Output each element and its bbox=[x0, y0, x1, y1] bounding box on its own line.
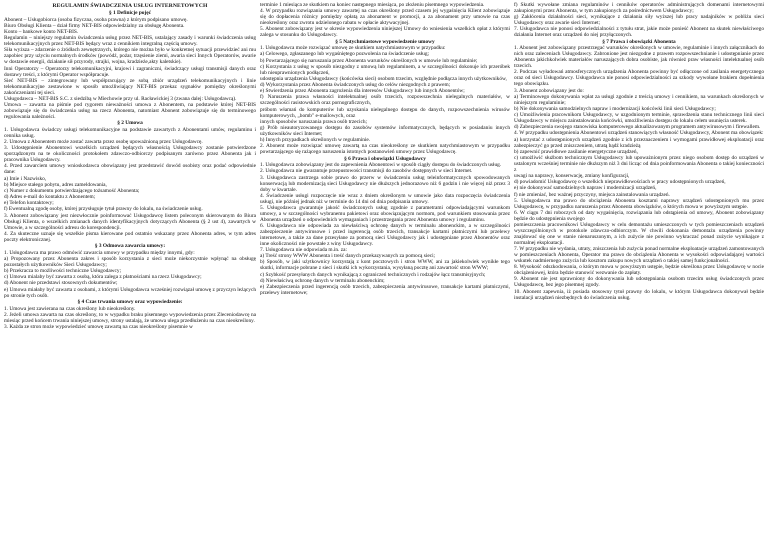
paragraph: c) Umożliwienia pracownikom Usługodawcy, w uzgodnionym terminie, sprawdzenia stanu technicznego linii sieci Usługodawcy w miejscu zainstalowania końcówki, umożliwienia dostępu do lokalu celem usunięcia usterek. bbox=[514, 112, 764, 125]
paragraph: 1. Usługodawca ma prawo odmówić zawarcia umowy w przypadku między innymi, gdy: bbox=[4, 249, 195, 256]
paragraph: 4. W przypadku udostępnienia Abonentowi urządzeń stanowiących własność Usługodawcy, Abonent ma obowiązek: bbox=[514, 130, 764, 137]
paragraph: a) Terminowego dokonywania wpłat za usługi zgodnie z treścią umowy i cennikiem, na warunkach określonych w niniejszym regulaminie; bbox=[514, 93, 764, 106]
paragraph: g) Prób nieautoryzowanego dostępu do zasobów systemów informatycznych, będących w posiadaniu innych użytkowników sieci Internet; bbox=[260, 124, 510, 137]
paragraph: 6. W ciągu 7 dni roboczych od daty wygaśnięcia, rozwiązania lub odstąpienia od umowy, Abonent zobowiązany będzie do udostępnienia swojego bbox=[514, 209, 764, 222]
section-heading: § 7 Prawa i obowiązki Abonenta bbox=[602, 38, 676, 45]
paragraph: b) Przekracza to możliwości techniczne Usługodawcy; bbox=[4, 268, 122, 275]
paragraph: Regulamin – niniejszy regulamin świadczenia usług przez NET-BIS, ustalający zasady i warunki świadczenia usług telekomunikacyjnych przez NET-BIS będący wraz z cennikiem integralną częścią umowy. bbox=[4, 35, 256, 48]
text-column-3 bbox=[514, 2, 764, 542]
section-heading: § 5 Natychmiastowe wypowiedzenie umowy bbox=[335, 38, 435, 45]
paragraph: 2. Umowa z Abonentem może zostać zawarta przez osobę upoważnioną przez Usługodawcę. bbox=[4, 139, 203, 146]
paragraph: d) Niewłaściwą ochronę danych w terminalu abonenckim; bbox=[260, 277, 385, 284]
paragraph: 2. Podczas wyładowań atmosferycznych urządzenia Abonenta powinny być odłączone od zasilania energetycznego oraz od sieci Usługodawcy. Usługodawca nie ponosi odpowiedzialności za szkody wywołane brakiem dopełnienia tego obowiązku. bbox=[514, 69, 764, 88]
paragraph: b) Powtarzającego się naruszania przez Abonenta warunków określonych w umowie lub regulaminie; bbox=[260, 57, 478, 64]
paragraph: 4. Świadczenie usługi rozpoczęcie nie wraz z dniem określonym w umowie jako data rozpoczęcia świadczenia usługi, nie później jednak niż w terminie do 14 dni od dnia podpisania umowy. bbox=[260, 192, 510, 205]
paragraph: e) Zabezpieczenia przed ingerencją osób trzecich, zabezpieczenia antywirusowe, transakcje kartami płatniczymi, przelewy internetowe; bbox=[260, 283, 510, 296]
paragraph: 3. Każda ze stron może wypowiedzieć umowę zawartą na czas nieokreślony pisemnie w bbox=[4, 323, 193, 330]
paragraph: Umowa – zawarta na piśmie pod rygorem nieważności umowa z Abonentem, na podstawie której NET-BIS zobowiązuje się do świadczenia usług na rzecz Abonenta, natomiast Abonent zobowiązuje się do terminowego regulowania należności. bbox=[4, 102, 256, 120]
paragraph: Inni Operatorzy – Operatorzy telekomunikacyjni, krajowi i zagraniczni, świadczący usługi transmisji danych oraz dostawy treści, z którymi Operator współpracuje. bbox=[4, 65, 256, 78]
paragraph: c) Szybkość przesyłanych danych wynikającą z ograniczeń technicznych i rodzajów łącz transmisyjnych; bbox=[260, 271, 486, 278]
paragraph: 9. Abonent nie jest uprawniony do dokonywania lub udostępniania osobom trzecim usług świadczonych przez Usługodawcę, bez jego pisemnej zgody. bbox=[514, 276, 764, 289]
paragraph: b) Miejsce stałego pobytu, adres zameldowania, bbox=[4, 181, 107, 188]
paragraph: f) nie zmieniać, bez ważnej przyczyny, miejsca zainstalowania urządzeń. bbox=[514, 191, 670, 198]
paragraph: e) Umowa miałaby być zawarta z osobami, z którymi Usługodawca wcześniej rozwiązał umowę z przyczyn leżących po stronie tych osób. bbox=[4, 286, 256, 299]
paragraph: Abonent – Usługobiorca (osoba fizyczna, osoba prawna) z którym podpisano umowę. bbox=[4, 16, 188, 23]
paragraph: 3. Udostępnienie Abonentowi wszelkich urządzeń będących własnością Usługodawcy zostanie potwierdzone sporządzonym na te okoliczności protokołem zdawczo-odbiorczy podpisanym zarówno przez Abonenta jak i pracownika Usługodawcy. bbox=[4, 145, 256, 164]
paragraph: udostępnia urządzenia Usługodawcy (końcówka sieci) osobom trzecim, względnie podłącza innych użytkowników, bbox=[260, 75, 507, 82]
paragraph: 4. Za skuteczne uznaje się wszelkie pisma kierowane pod ostatnio wskazany przez Abonenta adres, w tym adres poczty elektronicznej. bbox=[4, 230, 256, 243]
paragraph: 2. Jeżeli umowa zawarta na czas określony, to w wypadku braku pisemnego wypowiedzenia przez Zleceniodawcę na miesiąc przed końcem trwania niniejszej umowy, strony ustalają, że umowa ulega przedłużeniu na czas nieokreślony. bbox=[4, 311, 256, 324]
section-heading: § 3 Odmowa zawarcia umowy: bbox=[94, 243, 166, 250]
paragraph: 1. Usługodawca może rozwiązać umowę ze skutkiem natychmiastowym w przypadku: bbox=[260, 45, 446, 52]
paragraph: 1. Umowa jest zawierana na czas określony lub nieokreślony. bbox=[4, 305, 136, 312]
paragraph: Siła wyższa – zdarzenie o źródłach zewnętrznych, którego nie można było w konkretnej sytuacji przewidzieć ani mu zapobiec przy użyciu normalnych środków (powódź, pożar, trzęsienie ziemi, awaria sieci Innych Operatorów, awarie w dostawie energii, działanie sił przyrody, strajki, wojna, kradzieże,akty kaletskie). bbox=[4, 47, 256, 66]
paragraph: 10. Abonent zapewnia, iż posiada stosowny tytuł prawny do lokalu, w którym Usługodawca dokonywał będzie instalacji urządzeń niezbędnych do świadczenia usług. bbox=[514, 288, 764, 301]
paragraph: 8. Wysokość odszkodowania, o którym mowa w powyższym ustępie, będzie określona przez Usługodawcę w nocie obciążeniowej, która będzie stanowić wezwanie do zapłaty. bbox=[514, 264, 764, 277]
paragraph: 7. Usługodawca nie ponosi odpowiedzialności z tytułu strat, jakie może ponieść Abonent na skutek niewłaściwego działania Internet oraz urządzeń do niej przyłączonych. bbox=[514, 26, 764, 39]
paragraph: 4. Przed zawarciem umowy wnioskodawca obowiązany jest przedstawić dowód osobisty oraz podać odpowiednie dane: bbox=[4, 163, 256, 176]
section-heading: § 2 Umowa bbox=[117, 120, 143, 127]
paragraph: b) Nie dokonywania samodzielnych napraw i modernizacji końcówki linii sieci Usługodawcy; bbox=[514, 105, 716, 112]
paragraph: d) Zabezpieczenia swojego stanowiska komputerowego aktualizowanym programem antywirusowym i firewallem. bbox=[514, 124, 761, 131]
paragraph: 5. Usługodawca gwarantuje jakość świadczonych usług zgodnie z parametrami odpowiadającymi warunkom umowy, a w szczególności wybranemu pakietowi oraz obowiązującym normom, pod warunkiem stosowania przez Abonenta urządzeń o odpowiednich wymaganiach i przestrzegania przez Abonenta umowy i regulaminu. bbox=[260, 204, 510, 223]
paragraph: e) Telefon kontaktowy; bbox=[4, 200, 54, 207]
section-heading: § 1 Definicje pojęć bbox=[109, 10, 151, 17]
paragraph: terminie 1 miesiąca ze skutkiem na koniec następnego miesiąca, po złożeniu pisemnego wypowiedzenia. bbox=[260, 2, 485, 8]
text-column-2 bbox=[260, 2, 510, 542]
paragraph: c) Umowa mialaby być zawarta z osobą, która zalega z płatnościami na rzecz Usługodawcy; bbox=[4, 274, 202, 281]
paragraph: 6. Usługodawca nie odpowiada za niewłaściwą ochronę danych w terminalu abonenckim, a w szczególności zabezpieczenie antywirusowe i przed ingerencją osób trzecich, transakcje kartami płatniczymi lub przelewy internetowe, a także za dane przesyłane za pomocą sieci Usługodawcy jak i udostępniane przez Abonentów oraz inne okoliczności nie powstałe z winy Usługodawcy. bbox=[260, 223, 510, 247]
paragraph: d) Wykorzystania przez Abonenta świadczonych usług do celów niezgodnych z prawem; bbox=[260, 82, 451, 89]
paragraph: 1. Usługodawca zobowiązany jest do zapewnienia Abonentowi w sposób ciągły dostępu do świadczonych usług. bbox=[260, 162, 502, 169]
paragraph: Usługodawca – NET-BIS S.C. z siedzibą w Miechowie przy ul. Racławickiej 3 (zwana dalej: Usługodawcą). bbox=[4, 95, 237, 102]
paragraph: uwagi na naprawy, konserwację, zmiany konfiguracji, bbox=[514, 173, 630, 179]
paragraph: 5. Abonent zobowiązany jest w okresie wypowiedzenia niniejszej Umowy do wniesienia wszelkich opłat z którymi zalega w stosunku do Usługodawcy. bbox=[260, 26, 510, 39]
paragraph: 7. W przypadku nie wydania, utraty, zniszczenia lub zużycia ponad normalne eksploatacje urządzeń zamontowanych w pomieszczeniach Abonenta, Operator ma prawo do obciążenia Abonenta w wysokości odpowiadającej wartości wskutek nadmiernego zużycia lub kosztom zakupu nowych urządzeń o takiej samej funkcjonalności. bbox=[514, 246, 764, 265]
paragraph: 5. Usługodawca ma prawo do obciążenia Abonenta kosztami naprawy urządzeń udostępnionych mu przez Usługodawcę, w przypadku naruszenia przez Abonenta obowiązków, o których mowa w powyższym ustępie. bbox=[514, 197, 764, 210]
paragraph: f) Naruszenia prawa własności intelektualnej osób trzecich, rozpowszechnia nielegalnych materiałów, w szczególności rasistowskich oraz pornograficznych, bbox=[260, 94, 510, 107]
paragraph: pomieszczenia pracownikowi Usługodawcy w celu demontażu umieszczonych w tych pomieszczeniach urządzeń wyszczególnionych w protokole zdawczo-odbiorczym. W chwili dokonania demontażu urządzenia powinny znajdować się one w stanie nienaruszonym, a ich zużycie nie powinno wykraczać ponad zużycie wynikające z normalnej eksploatacji. bbox=[514, 222, 764, 246]
paragraph: f) Ewentualną zgodę osoby, której przysługuje tytuł prawny do lokalu, na świadczenie usług. bbox=[4, 206, 203, 213]
paragraph: e) nie dokonywać samodzielnych napraw i modernizacji urządzeń, bbox=[514, 185, 657, 192]
paragraph: f) Skutki wywołane zmiana regulaminów i cenników operatorów administrujących domenami internetowymi zakupionymi przez Abonenta, w tym zakupionych za pośrednictwem Usługodawcy; bbox=[514, 2, 764, 14]
paragraph: Biuro Obsługi Klienta – dział firmy NET-BIS odpowiedzialny za obsługę Abonenta. bbox=[4, 22, 185, 29]
paragraph: 1. Abonent jest zobowiązany przestrzegać warunków określonych w umowie, regulaminie i innych załącznikach do nich oraz zaleceniach Usługodawcy. Zabronione jest niezgodne z prawem rozpowszechnianie i udostępnianie przez Abonenta jakichkolwiek materiałów naruszających dobra osobiste, jak również praw własności intelektualnej osób trzecich. bbox=[514, 45, 764, 70]
paragraph: 3. Abonent zobowiązany jest do: bbox=[514, 87, 584, 94]
document-title: REGULAMIN ŚWIADCZENIA USŁUG INTERNETOWYCH bbox=[52, 3, 208, 9]
paragraph: g) Zakłócenia działalności sieci, wynikające z działania siły wyższej lub pracy nadajników w pobliżu sieci Usługodawcy oraz awarie sieci Internet; bbox=[514, 14, 764, 27]
section-heading: § 4 Czas trwania umowy oraz wypowiedzenie: bbox=[77, 299, 183, 306]
paragraph: a) Imie i Nazwisko, bbox=[4, 175, 47, 182]
paragraph: 4. W przypadku rozwiązania umowy zawartej na czas określony przed czasem jej wygaśnięcia Klient zobowiązuje się do dopłacenia różnicy pomiędzy opłatą za abonament w promocji, a za abonament przy umowie na czas nieokreślony oraz zwrotu udzielonego rabatu w opłacie aktywacyjnej. bbox=[260, 8, 510, 27]
paragraph: 7. Usługodawca nie odpowiada m.in. za: bbox=[260, 247, 347, 254]
paragraph: d) powiadomić Usługodawcę o wszelkich nieprawidłowościach w pracy udostępnionych urządzeń, bbox=[514, 179, 726, 186]
paragraph: a) Propozowany przez Abonenta zakres i sposób korzystania z sieci może niekorzystnie wpłynąć na obsługę pozostałych użytkowników Sieci Usługodawcy; bbox=[4, 255, 256, 268]
paragraph: d) Adres e-mail do kontaktu z Abonentem; bbox=[4, 194, 96, 201]
paragraph: h) Innych przypadkach określonych w regulaminie. bbox=[260, 137, 371, 144]
paragraph: a) Celowego, zgłaszanego lub wygaśniętego pozwolenia na świadczenie usług; bbox=[260, 51, 430, 58]
paragraph: c) Numer z dokumentu potwierdzającego tożsamość Abonenta; bbox=[4, 187, 140, 194]
section-heading: § 6 Prawa i obowiązki Usługodawcy bbox=[344, 155, 426, 162]
text-column-1 bbox=[4, 2, 256, 542]
paragraph: b) Sposób, w jaki użytkownicy korzystają z kont pocztowych i stron WWW, ani za jakiekolwiek wynikłe tego skutki, informacje pobrane z sieci i skutki ich wykorzystania, wysyłaną pocztę ani zawartość stron WWW; bbox=[260, 259, 510, 272]
paragraph: innych sposobów naruszania prawa osób trzecich; bbox=[260, 118, 367, 125]
paragraph: 3. Abonent zobowiązany jest niezwłocznie poinformować Usługodawcę listem poleconym skierowanym do Biura Obsługi Klienta, o wszelkich zmianach danych identyfikacyjnych dotyczących Abonenta (§ 2 ust 4), zawartych w Umowie, a w szczególności adresu do korespondencji. bbox=[4, 212, 256, 231]
paragraph: a) korzystać z udostępnionych urządzeń zgodnie z ich przeznaczeniem i wymogami prawidłowej eksploatacji oraz zabezpieczyć go przed zniszczeniem, utratą bądź kradzieżą bbox=[514, 136, 764, 149]
paragraph: Konto – bankowe konto NET-BIS. bbox=[4, 29, 79, 36]
paragraph: 2. Abonent może rozwiązać umowę zawartą na czas nieokreślony ze skutkiem natychmiastowym w przypadku powtarzającego się rażącego naruszenia istotnych postanowień umowy przez Usługodawcę. bbox=[260, 143, 510, 156]
paragraph: 1. Usługodawca świadczy usługi telekomunikacyjne na podstawie zawartych z Abonentami umów, regulaminu i cennika usług. bbox=[4, 126, 256, 139]
paragraph: d) Abonent nie przedstawi stosownych dokumentów; bbox=[4, 280, 118, 287]
paragraph: a) Treść strony WWW Abonenta i treść danych przekazywanych za pomocą sieci; bbox=[260, 253, 436, 260]
paragraph: 2. Usługodawca nie gwarantuje przepustowości transmisji do zasobów dostępnych w sieci Internet. bbox=[260, 168, 473, 175]
paragraph: b) zapewnić prawidłowe zasilanie energetyczne urządzeń, bbox=[514, 148, 638, 155]
paragraph: Sieć NET-BIS – zintegrowany lub współpracujący ze sobą zbiór urządzeń telekomunikacyjnych i linie telekomunikacyjne zestawione w sposób umożliwiający NET-BIS przekaz sygnałów pomiędzy określonymi zakończeniami tej sieci. bbox=[4, 77, 256, 96]
paragraph: próbom włamań do komputerów lub uzyskania nielegalnego dostępu do danych, rozpowszechnienia wirusów komputerowych, „bomb" e-mailowych, oraz bbox=[260, 106, 510, 119]
paragraph: e) Stwierdzenia przez Abonenta zagrożenia dla interesów Usługodawcy lub innych Abonentów; bbox=[260, 88, 465, 95]
paragraph: c) Korzystania z usług w sposób niezgodny z umową lub regulaminem, a w szczególności dokonuje ich przeróbek lub nieuprawnionych podłączeń, bbox=[260, 63, 510, 76]
paragraph: 3. Usługodawca zastrzega sobie prawo do przerw w świadczeniu usług teleinformatycznych spowodowanych konserwacją lub modernizacją sieci Usługodawcy nie dłuższych jednorazowo niż 6 godzin i nie więcej niż przez 3 doby w kwartale. bbox=[260, 174, 510, 193]
paragraph: c) umożliwić służbom technicznym Usługodawcy lub upoważnionym przez niego osobom dostęp do urządzeń w ustalonym wcześniej terminie nie dłuższym niż 3 dni licząc od dnia poinformowania Abonenta o takiej konieczności z bbox=[514, 154, 764, 173]
